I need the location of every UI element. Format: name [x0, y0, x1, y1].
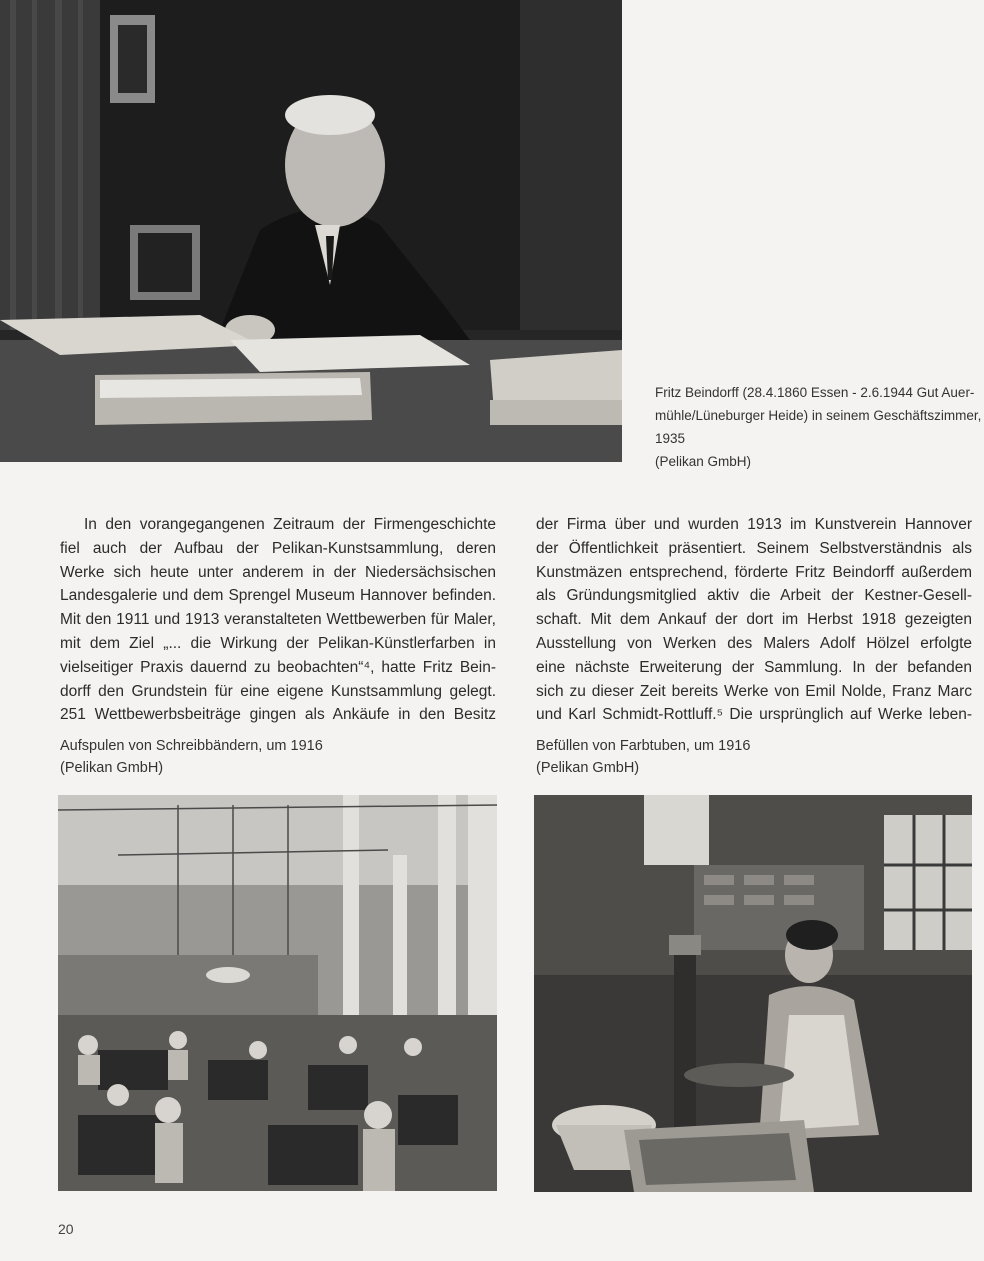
- body-line: schaft. Mit dem Ankauf der dort im Herbst 1918 gezeigten: [536, 611, 972, 629]
- body-line: Landesgalerie und dem Sprengel Museum Hannover befinden.: [60, 587, 496, 605]
- body-line: eine nächste Erweiterung der Sammlung. In der befanden: [536, 658, 972, 676]
- caption-line: (Pelikan GmbH): [536, 760, 640, 776]
- body-line: der Firma über und wurden 1913 im Kunstverein Hannover: [536, 516, 972, 533]
- body-line: mit dem Ziel „... die Wirkung der Pelikan-Künstlerfarben in: [60, 634, 496, 652]
- caption-line: Aufspulen von Schreibbändern, um 1916: [60, 738, 323, 754]
- caption-line: (Pelikan GmbH): [60, 760, 164, 776]
- body-line: Werke sich heute unter anderem in der Niedersächsischen: [60, 563, 496, 581]
- body-line: Ausstellung von Werken des Malers Adolf Hölzel erfolgte: [536, 634, 972, 652]
- caption-line: mühle/Lüneburger Heide) in seinem Geschäftszimmer,: [655, 408, 982, 423]
- caption-line: 1935: [655, 431, 686, 446]
- body-column-right: [536, 513, 972, 727]
- body-line: Mit den 1911 und 1913 veranstalteten Wettbewerben für Maler,: [60, 611, 496, 629]
- body-line: der Öffentlichkeit präsentiert. Seinem Selbstverständnis als: [536, 539, 972, 557]
- body-line: In den vorangegangenen Zeitraum der Firmengeschichte: [84, 516, 496, 533]
- photo-factory-hall: [58, 795, 497, 1191]
- body-line: und Karl Schmidt-Rottluff.⁵ Die ursprünglich auf Werke leben-: [536, 706, 972, 724]
- caption-line: Fritz Beindorff (28.4.1860 Essen - 2.6.1944 Gut Auer-: [655, 385, 975, 400]
- caption-bottom-right: [536, 735, 750, 779]
- body-line: als Gründungsmitglied aktiv die Arbeit der Kestner-Gesell-: [536, 587, 972, 605]
- body-line: vielseitiger Praxis dauernd zu beobachten“⁴, hatte Fritz Bein-: [60, 658, 496, 676]
- body-line: Kunstmäzen entsprechend, förderte Fritz Beindorff außerdem: [536, 563, 972, 581]
- caption-line: (Pelikan GmbH): [655, 454, 752, 469]
- caption-line: Befüllen von Farbtuben, um 1916: [536, 738, 751, 754]
- body-line: dorff den Grundstein für eine eigene Kunstsammlung gelegt.: [60, 682, 496, 700]
- caption-top: [655, 381, 982, 473]
- body-line: sich zu dieser Zeit bereits Werke von Emil Nolde, Franz Marc: [536, 682, 972, 700]
- photo-fritz-beindorff: [0, 0, 622, 462]
- body-line: fiel auch der Aufbau der Pelikan-Kunstsammlung, deren: [60, 539, 496, 557]
- photo-tube-filling: [534, 795, 972, 1192]
- body-column-left: [60, 513, 496, 727]
- body-line: 251 Wettbewerbsbeiträge gingen als Ankäufe in den Besitz: [60, 706, 496, 724]
- caption-bottom-left: [60, 735, 323, 779]
- page-number: 20: [58, 1221, 74, 1237]
